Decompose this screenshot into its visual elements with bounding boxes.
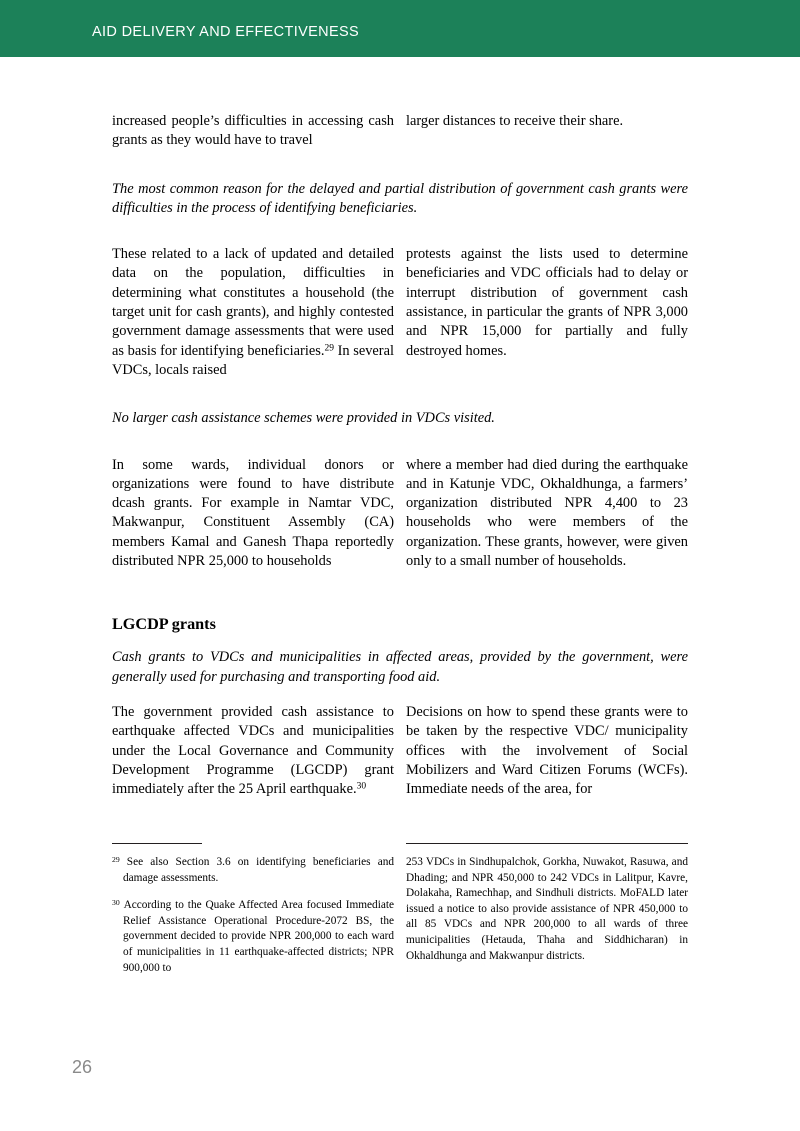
spacer — [112, 218, 688, 245]
spacer — [112, 687, 688, 703]
section-heading-lgcdp-grants: LGCDP grants — [112, 615, 216, 634]
page-content — [112, 112, 688, 799]
column-left-text — [112, 245, 394, 380]
column-right-text: protests against the lists used to determine beneficiaries and VDC officials had to delay or interrupt distribution of government cash assistance, in particular the grants of NPR 3,000 and NPR 15,000 for partially and fully destroyed homes. — [406, 246, 688, 359]
page-running-header — [0, 0, 800, 57]
footnote-text-30-continued: 253 VDCs in Sindhupalchok, Gorkha, Nuwakot, Rasuwa, and Dhading; and NPR 450,000 to 242 VDCs in Lalitpur, Kavre, Dolakaha, Ramechhap, and Sindhuli districts. MoFALD later issued a notice to also provide assistance of NPR 450,000 to all 85 VDCs and NPR 200,000 to all wards of three municipalities (Hetauda, Thaha and Siddhicharan) in Okhaldhunga and Makwanpur districts. — [406, 856, 688, 962]
paragraph-block-individual-donors — [112, 456, 688, 572]
pullquote-identifying-beneficiaries: The most common reason for the delayed and partial distribution of government cash grants were difficulties in the process of identifying beneficiaries. — [112, 180, 688, 216]
spacer — [112, 571, 688, 614]
running-header-title: AID DELIVERY AND EFFECTIVENESS — [92, 24, 360, 40]
column-right-text: larger distances to receive their share. — [406, 113, 624, 129]
column-left-text-pre: These related to a lack of updated and detailed data on the population, difficulties in determining what constitutes a household (the target unit for cash grants), and highly contested government damage assessments that were used as basis for identifying beneficiaries. — [112, 246, 394, 359]
column-left-text-pre: The government provided cash assistance to earthquake affected VDCs and municipalities under the Local Governance and Community Development Programme (LGCDP) grant immediately after the 25 April earthquake. — [112, 703, 394, 798]
footnote-marker-30[interactable]: 30 — [356, 781, 367, 792]
footnote-item-30 — [112, 898, 394, 976]
column-left-text-post: In several VDCs, locals raised — [112, 342, 394, 378]
spacer — [112, 151, 688, 180]
footnote-number-29: 29 — [112, 854, 120, 864]
page-number: 26 — [72, 1057, 93, 1077]
footnote-text-29: See also Section 3.6 on identifying beneficiaries and damage assessments. — [123, 856, 395, 884]
spacer — [112, 634, 688, 648]
column-left-text — [112, 703, 394, 799]
paragraph-block-continuation — [112, 112, 688, 151]
footnote-item-29 — [112, 855, 394, 886]
column-right-text: where a member had died during the earthquake and in Katunje VDC, Okhaldhunga, a farmers’ organization distributed NPR 4,400 to 23 households who were members of the organization. These grants, however, were given only to a small number of households. — [406, 456, 688, 570]
column-right-text: Decisions on how to spend these grants were to be taken by the respective VDC/ municipality offices with the involvement of Social Mobilizers and Ward Citizen Forums (WCFs). Immediate needs of the area, for — [406, 703, 688, 798]
pullquote-no-larger-schemes: No larger cash assistance schemes were provided in VDCs visited. — [112, 410, 495, 427]
footnote-separator-rule — [112, 843, 202, 844]
paragraph-block-beneficiary-data — [112, 245, 688, 380]
footnote-text-30: According to the Quake Affected Area focused Immediate Relief Assistance Operational Procedure-2072 BS, the government decided to provide NPR 200,000 to each ward of municipalities in 11 earthquake-affected districts; NPR 900,000 to — [123, 899, 394, 974]
spacer — [112, 380, 688, 409]
footnote-number-30: 30 — [112, 897, 120, 907]
paragraph-block-lgcdp-assistance — [112, 703, 688, 799]
column-left-text: increased people’s difficulties in accessing cash grants as they would have to travel — [112, 113, 394, 149]
footnotes-area — [112, 843, 688, 976]
footnote-item-30-continued — [406, 855, 688, 964]
footnote-separator-rule — [406, 843, 688, 844]
spacer — [112, 429, 688, 456]
footnote-column-right — [406, 843, 688, 964]
column-left-text: In some wards, individual donors or organizations were found to have distribute dcash grants. For example in Namtar VDC, Makwanpur, Constituent Assembly (CA) members Kamal and Ganesh Thapa reportedly distributed NPR 25,000 to households — [112, 456, 394, 570]
pullquote-cash-grants-vdcs: Cash grants to VDCs and municipalities in affected areas, provided by the government, were generally used for purchasing and transporting food aid. — [112, 649, 688, 685]
footnote-marker-29[interactable]: 29 — [324, 343, 334, 354]
footnote-column-left — [112, 843, 394, 976]
